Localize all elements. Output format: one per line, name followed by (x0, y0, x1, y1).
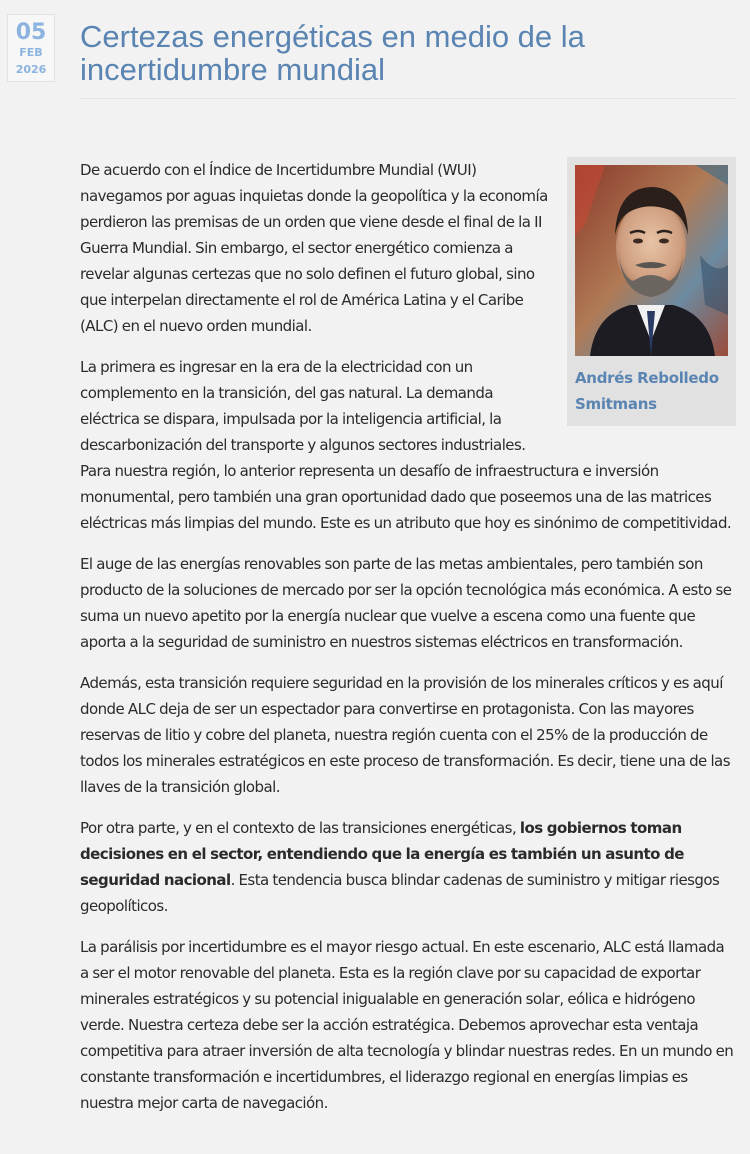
paragraph-5-text-end: . Esta tendencia busca blindar cadenas de suministro y mitigar riesgos geopolíticos. (80, 871, 720, 915)
paragraph-5 (80, 815, 736, 919)
paragraph-5-bold-text: los gobiernos toman decisiones en el sector, entendiendo que la energía es también un asunto de seguridad nacional (80, 819, 684, 889)
paragraph-2: La primera es ingresar en la era de la electricidad con un complemento en la transición, del gas natural. La demanda eléctrica se dispara, impulsada por la inteligencia artificial, la descarbonización del transporte y algunos sectores industriales. Para nuestra región, lo anterior representa un desafío de infraestructura e inversión monumental, pero también una gran oportunidad dado que poseemos una de las matrices eléctricas más limpias del mundo. Este es un atributo que hoy es sinónimo de competitividad. (80, 358, 732, 532)
paragraph-3: El auge de las energías renovables son parte de las metas ambientales, pero también son producto de la soluciones de mercado por ser la opción tecnológica más económica. A esto se suma un nuevo apetito por la energía nuclear que vuelve a escena como una fuente que aporta a la seguridad de suministro en nuestros sistemas eléctricos en transformación. (80, 555, 732, 651)
date-month: FEB (19, 46, 43, 59)
author-card[interactable] (567, 157, 736, 426)
author-photo (575, 165, 728, 356)
paragraph-4: Además, esta transición requiere seguridad en la provisión de los minerales críticos y es aquí donde ALC deja de ser un espectador para convertirse en protagonista. Con las mayores reservas de litio y cobre del planeta, nuestra región cuenta con el 25% de la producción de todos los minerales estratégicos en este proceso de transformación. Es decir, tiene una de las llaves de la transición global. (80, 674, 730, 796)
article-body (80, 157, 736, 1116)
paragraph-6: La parálisis por incertidumbre es el mayor riesgo actual. En este escenario, ALC está llamada a ser el motor renovable del planeta. Esta es la región clave por su capacidad de exportar minerales estratégicos y su potencial inigualable en generación solar, eólica e hidrógeno verde. Nuestra certeza debe ser la acción estratégica. Debemos aprovechar esta ventaja competitiva para atraer inversión de alta tecnología y blindar nuestras redes. En un mundo en constante transformación e incertidumbres, el liderazgo regional en energías limpias es nuestra mejor carta de navegación. (80, 938, 734, 1112)
author-name-link[interactable]: Andrés Rebolledo Smitmans (575, 369, 719, 413)
paragraph-5-text-start: Por otra parte, y en el contexto de las transiciones energéticas, (80, 819, 520, 837)
article-title: Certezas energéticas en medio de la incertidumbre mundial (80, 19, 585, 87)
date-year: 2026 (15, 63, 47, 76)
publish-date (7, 14, 55, 82)
title-divider (80, 98, 736, 99)
date-day: 05 (15, 20, 47, 45)
paragraph-1: De acuerdo con el Índice de Incertidumbre Mundial (WUI) navegamos por aguas inquietas donde la geopolítica y la economía perdieron las premisas de un orden que viene desde el final de la II Guerra Mundial. Sin embargo, el sector energético comienza a revelar algunas certezas que no solo definen el futuro global, sino que interpelan directamente el rol de América Latina y el Caribe (ALC) en el nuevo orden mundial. (80, 161, 548, 335)
